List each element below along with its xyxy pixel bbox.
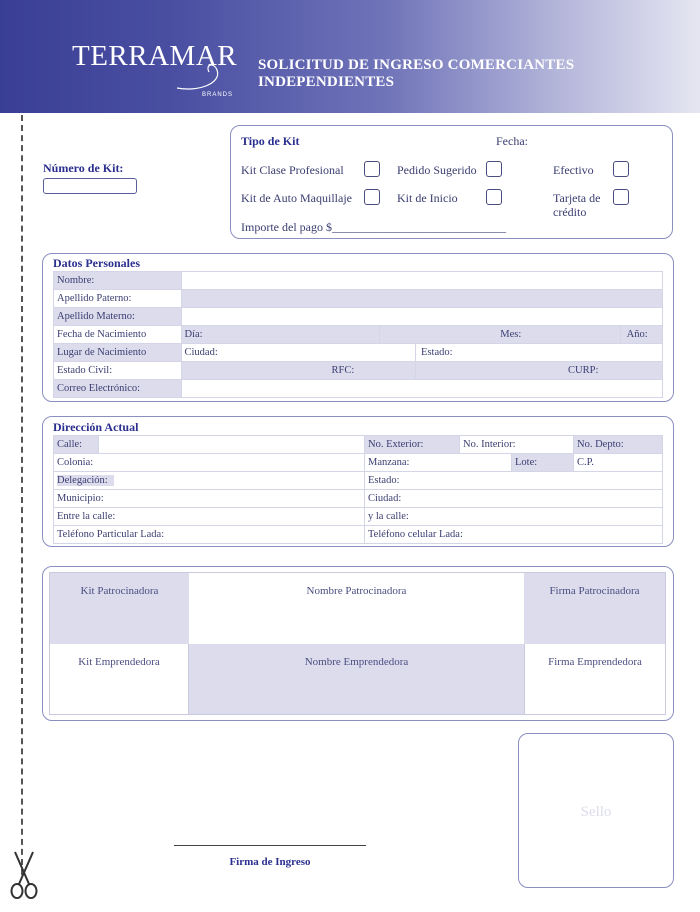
no-exterior-label[interactable]: No. Exterior: [365, 436, 460, 454]
correo-label: Correo Electrónico: [54, 380, 182, 398]
form-title: SOLICITUD DE INGRESO COMERCIANTES INDEPENDIENTES [258, 57, 575, 90]
mes-label[interactable]: Mes: [380, 326, 620, 344]
sello-box[interactable] [518, 733, 674, 888]
row-apellido-paterno [54, 290, 663, 308]
delegacion-label[interactable] [54, 472, 365, 490]
tipo-kit-title: Tipo de Kit [241, 134, 300, 148]
sello-label: Sello [580, 804, 612, 820]
nombre-label: Nombre: [54, 272, 182, 290]
anio-label[interactable]: Año: [620, 326, 662, 344]
brand-name: TERRAMAR [72, 40, 238, 72]
cut-line [21, 115, 23, 875]
datos-personales-title: Datos Personales [53, 256, 140, 270]
y-la-calle-label[interactable]: y la calle: [365, 508, 663, 526]
row-lugar-nacimiento [54, 344, 663, 362]
lugar-nacimiento-label: Lugar de Nacimiento [54, 344, 182, 362]
checkbox-kit-clase-profesional[interactable] [364, 161, 380, 177]
apellido-paterno-field[interactable] [181, 290, 663, 308]
estado-nac-label[interactable]: Estado: [416, 344, 663, 362]
lote-label[interactable]: Lote: [512, 454, 574, 472]
nombre-emprendedora-label: Nombre Emprendedora [304, 656, 409, 668]
fecha-nacimiento-label: Fecha de Nacimiento [54, 326, 182, 344]
nombre-field[interactable] [181, 272, 663, 290]
row-nombre [54, 272, 663, 290]
nombre-patrocinadora-cell[interactable] [189, 573, 524, 644]
checkbox-kit-auto-maquillaje[interactable] [364, 189, 380, 205]
checkbox-efectivo[interactable] [613, 161, 629, 177]
importe-pago[interactable]: Importe del pago $_____________________________ [241, 220, 506, 234]
apellido-materno-label: Apellido Materno: [54, 308, 182, 326]
firma-patrocinadora-label: Firma Patrocinadora [549, 585, 640, 597]
nombre-patrocinadora-label: Nombre Patrocinadora [306, 585, 407, 597]
opt-efectivo: Efectivo [553, 163, 594, 177]
apellido-materno-field[interactable] [181, 308, 663, 326]
tel-particular-label[interactable]: Teléfono Particular Lada: [54, 526, 365, 544]
correo-field[interactable] [181, 380, 663, 398]
kit-emprendedora-label: Kit Emprendedora [78, 656, 160, 668]
logo-swoosh-icon [167, 62, 227, 92]
calle-label: Calle: [54, 436, 99, 454]
brand-sub: BRANDS [202, 92, 234, 98]
checkbox-tarjeta-credito[interactable] [613, 189, 629, 205]
kit-patrocinadora-cell[interactable] [50, 573, 189, 644]
direccion-title: Dirección Actual [53, 420, 139, 434]
firma-ingreso-line[interactable] [174, 845, 366, 846]
kit-number-input[interactable] [43, 178, 137, 194]
delegacion-text: Delegación: [57, 475, 114, 486]
row-telefono [54, 526, 663, 544]
kit-emprendedora-cell[interactable] [50, 644, 189, 714]
tipo-kit-panel [230, 125, 673, 239]
fecha-label: Fecha: [496, 134, 528, 148]
firma-emprendedora-label: Firma Emprendedora [548, 656, 642, 668]
row-estado-civil [54, 362, 663, 380]
scissors-icon [9, 850, 39, 900]
row-apellido-materno [54, 308, 663, 326]
terramar-logo [72, 40, 238, 98]
curp-label[interactable]: CURP: [416, 362, 663, 380]
ciudad-label[interactable]: Ciudad: [181, 344, 416, 362]
nombre-emprendedora-cell[interactable] [189, 644, 524, 714]
estado-dir-label[interactable]: Estado: [365, 472, 663, 490]
municipio-label[interactable]: Municipio: [54, 490, 365, 508]
opt-kit-auto-maquillaje: Kit de Auto Maquillaje [241, 191, 352, 205]
checkbox-pedido-sugerido[interactable] [486, 161, 502, 177]
ciudad-dir-label[interactable]: Ciudad: [365, 490, 663, 508]
entre-calle-label[interactable]: Entre la calle: [54, 508, 365, 526]
colonia-label[interactable]: Colonia: [54, 454, 365, 472]
direccion-table [53, 435, 663, 544]
manzana-label[interactable]: Manzana: [365, 454, 512, 472]
datos-personales-panel [42, 253, 674, 402]
row-correo [54, 380, 663, 398]
row-municipio [54, 490, 663, 508]
dia-label[interactable]: Día: [181, 326, 380, 344]
estado-civil-label: Estado Civil: [54, 362, 182, 380]
sponsor-grid [49, 572, 666, 715]
kit-patrocinadora-label: Kit Patrocinadora [80, 585, 159, 597]
no-interior-label[interactable]: No. Interior: [460, 436, 574, 454]
row-colonia [54, 454, 663, 472]
apellido-paterno-label: Apellido Paterno: [54, 290, 182, 308]
row-entre-calle [54, 508, 663, 526]
calle-field[interactable] [99, 436, 365, 454]
row-delegacion [54, 472, 663, 490]
opt-tarjeta-credito: Tarjeta de crédito [553, 191, 601, 219]
row-calle [54, 436, 663, 454]
row-fecha-nacimiento [54, 326, 663, 344]
opt-kit-inicio: Kit de Inicio [397, 191, 458, 205]
opt-pedido-sugerido: Pedido Sugerido [397, 163, 477, 177]
tel-celular-label[interactable]: Teléfono celular Lada: [365, 526, 663, 544]
header-banner [0, 0, 700, 113]
direccion-panel [42, 416, 674, 547]
no-depto-label[interactable]: No. Depto: [574, 436, 663, 454]
firma-emprendedora-cell[interactable] [524, 644, 665, 714]
rfc-label[interactable]: RFC: [181, 362, 416, 380]
firma-patrocinadora-cell[interactable] [524, 573, 665, 644]
kit-number-label: Número de Kit: [43, 161, 124, 175]
datos-personales-table [53, 271, 663, 398]
cp-label[interactable]: C.P. [574, 454, 663, 472]
checkbox-kit-inicio[interactable] [486, 189, 502, 205]
opt-kit-clase-profesional: Kit Clase Profesional [241, 163, 344, 177]
firma-ingreso-label: Firma de Ingreso [229, 856, 311, 868]
